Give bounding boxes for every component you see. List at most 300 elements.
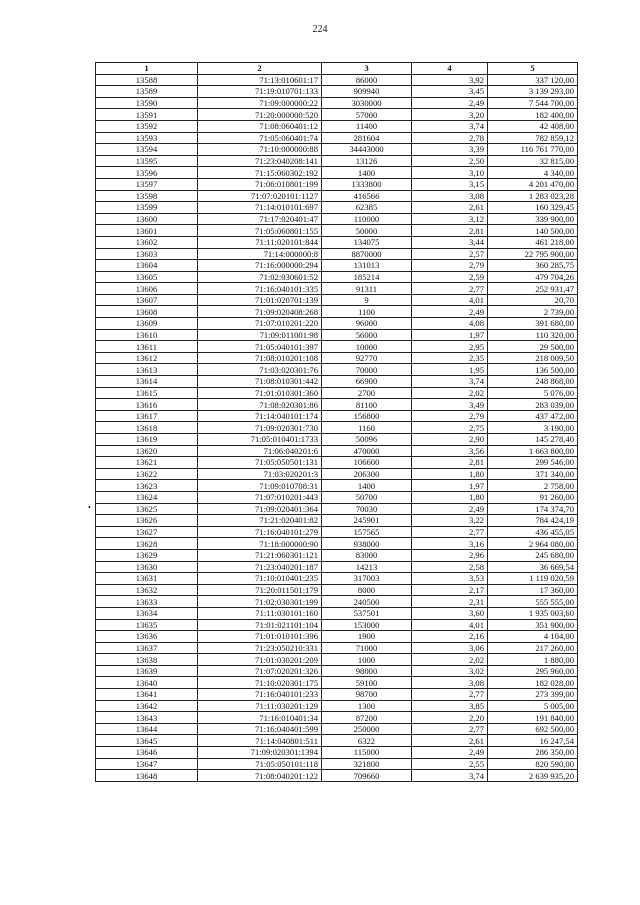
area-cell: 8000 [322, 584, 412, 596]
rate-cell: 2,90 [412, 434, 488, 446]
rate-cell: 3,39 [412, 144, 488, 156]
cadastral-number-cell: 71:09:020301:730 [198, 422, 322, 434]
cadastral-number-cell: 71:05:060401:74 [198, 132, 322, 144]
area-cell: 1000 [322, 654, 412, 666]
cadastral-number-cell: 71:16:040101:233 [198, 689, 322, 701]
row-number-cell: 13636 [96, 631, 198, 643]
rate-cell: 2,49 [412, 747, 488, 759]
cadastral-number-cell: 71:07:010201:220 [198, 318, 322, 330]
value-cell: 371 340,00 [488, 468, 578, 480]
area-cell: 1900 [322, 631, 412, 643]
table-row [96, 399, 578, 411]
area-cell: 91311 [322, 283, 412, 295]
area-cell: 537501 [322, 607, 412, 619]
row-number-cell: 13623 [96, 480, 198, 492]
cadastral-number-cell: 71:09:020301:1394 [198, 747, 322, 759]
rate-cell: 4,08 [412, 318, 488, 330]
row-number-cell: 13635 [96, 619, 198, 631]
area-cell: 56000 [322, 329, 412, 341]
rate-cell: 3,16 [412, 538, 488, 550]
value-cell: 2 739,00 [488, 306, 578, 318]
rate-cell: 3,06 [412, 642, 488, 654]
table-row [96, 74, 578, 86]
value-cell: 4 340,00 [488, 167, 578, 179]
cadastral-number-cell: 71:16:040101:335 [198, 283, 322, 295]
cadastral-number-cell: 71:05:050501:131 [198, 457, 322, 469]
cadastral-number-cell: 71:10:020301:175 [198, 677, 322, 689]
row-number-cell: 13614 [96, 376, 198, 388]
area-cell: 11400 [322, 120, 412, 132]
area-cell: 50000 [322, 225, 412, 237]
cadastral-number-cell: 71:01:020701:139 [198, 294, 322, 306]
value-cell: 273 399,00 [488, 689, 578, 701]
area-cell: 62385 [322, 202, 412, 214]
rate-cell: 2,95 [412, 341, 488, 353]
table-row [96, 549, 578, 561]
area-cell: 3030000 [322, 97, 412, 109]
rate-cell: 1,97 [412, 480, 488, 492]
table-row [96, 631, 578, 643]
cadastral-number-cell: 71:21:060301:121 [198, 549, 322, 561]
area-cell: 110000 [322, 213, 412, 225]
value-cell: 160 329,45 [488, 202, 578, 214]
cadastral-number-cell: 71:23:050210:331 [198, 642, 322, 654]
area-cell: 245901 [322, 515, 412, 527]
area-cell: 206300 [322, 468, 412, 480]
table-row [96, 515, 578, 527]
value-cell: 2 639 935,20 [488, 770, 578, 782]
table-row [96, 665, 578, 677]
cadastral-number-cell: 71:03:020201:3 [198, 468, 322, 480]
area-cell: 70030 [322, 503, 412, 515]
value-cell: 2 964 080,00 [488, 538, 578, 550]
table-row [96, 700, 578, 712]
table-row [96, 120, 578, 132]
area-cell: 470000 [322, 445, 412, 457]
area-cell: 83000 [322, 549, 412, 561]
cadastral-number-cell: 71:08:060401:12 [198, 120, 322, 132]
cadastral-number-cell: 71:01:010301:360 [198, 387, 322, 399]
area-cell: 14213 [322, 561, 412, 573]
area-cell: 938000 [322, 538, 412, 550]
area-cell: 57000 [322, 109, 412, 121]
value-cell: 479 704,26 [488, 271, 578, 283]
rate-cell: 2,02 [412, 654, 488, 666]
cadastral-number-cell: 71:23:040208:141 [198, 155, 322, 167]
row-number-cell: 13634 [96, 607, 198, 619]
row-number-cell: 13597 [96, 178, 198, 190]
table-row [96, 341, 578, 353]
table-row [96, 480, 578, 492]
rate-cell: 2,61 [412, 735, 488, 747]
value-cell: 1 663 800,00 [488, 445, 578, 457]
table-row [96, 86, 578, 98]
area-cell: 81100 [322, 399, 412, 411]
value-cell: 360 285,75 [488, 260, 578, 272]
area-cell: 909940 [322, 86, 412, 98]
value-cell: 140 500,00 [488, 225, 578, 237]
value-cell: 1 119 020,59 [488, 573, 578, 585]
rate-cell: 2,81 [412, 225, 488, 237]
value-cell: 32 815,00 [488, 155, 578, 167]
cadastral-number-cell: 71:08:010201:108 [198, 352, 322, 364]
row-number-cell: 13612 [96, 352, 198, 364]
table-row [96, 178, 578, 190]
rate-cell: 2,58 [412, 561, 488, 573]
area-cell: 34443000 [322, 144, 412, 156]
row-number-cell: 13644 [96, 723, 198, 735]
rate-cell: 3,08 [412, 190, 488, 202]
table-row [96, 248, 578, 260]
value-cell: 182 400,00 [488, 109, 578, 121]
rate-cell: 3,49 [412, 399, 488, 411]
rate-cell: 2,75 [412, 422, 488, 434]
row-number-cell: 13617 [96, 410, 198, 422]
table-row [96, 410, 578, 422]
row-number-cell: 13613 [96, 364, 198, 376]
value-cell: 437 472,00 [488, 410, 578, 422]
table-row [96, 97, 578, 109]
table-row [96, 434, 578, 446]
rate-cell: 2,96 [412, 549, 488, 561]
value-cell: 1 283 023,28 [488, 190, 578, 202]
table-row [96, 584, 578, 596]
rate-cell: 2,17 [412, 584, 488, 596]
cadastral-number-cell: 71:08:020301:86 [198, 399, 322, 411]
table-row [96, 573, 578, 585]
cadastral-number-cell: 71:08:010301:442 [198, 376, 322, 388]
cadastral-number-cell: 71:05:010401:1733 [198, 434, 322, 446]
table-row [96, 376, 578, 388]
table-body [96, 74, 578, 781]
cadastral-number-cell: 71:01:021101:104 [198, 619, 322, 631]
value-cell: 1 935 003,60 [488, 607, 578, 619]
area-cell: 281604 [322, 132, 412, 144]
row-number-cell: 13604 [96, 260, 198, 272]
cadastral-number-cell: 71:14:040801:511 [198, 735, 322, 747]
cadastral-number-cell: 71:01:030201:209 [198, 654, 322, 666]
rate-cell: 4,01 [412, 619, 488, 631]
cadastral-number-cell: 71:07:020101:1127 [198, 190, 322, 202]
rate-cell: 2,81 [412, 457, 488, 469]
table-row [96, 538, 578, 550]
row-number-cell: 13595 [96, 155, 198, 167]
table-row [96, 144, 578, 156]
table-row [96, 596, 578, 608]
row-number-cell: 13627 [96, 526, 198, 538]
cadastral-number-cell: 71:14:010101:697 [198, 202, 322, 214]
table-row [96, 318, 578, 330]
cadastral-number-cell: 71:09:020408:268 [198, 306, 322, 318]
value-cell: 245 680,00 [488, 549, 578, 561]
table-row [96, 642, 578, 654]
rate-cell: 2,31 [412, 596, 488, 608]
cadastral-number-cell: 71:02:030601:52 [198, 271, 322, 283]
table-row [96, 526, 578, 538]
cadastral-number-cell: 71:07:020201:326 [198, 665, 322, 677]
row-number-cell: 13588 [96, 74, 198, 86]
area-cell: 1400 [322, 480, 412, 492]
cadastral-number-cell: 71:05:040101:397 [198, 341, 322, 353]
area-cell: 87200 [322, 712, 412, 724]
row-number-cell: 13618 [96, 422, 198, 434]
row-number-cell: 13609 [96, 318, 198, 330]
table-row [96, 735, 578, 747]
area-cell: 98000 [322, 665, 412, 677]
value-cell: 1 880,00 [488, 654, 578, 666]
row-number-cell: 13603 [96, 248, 198, 260]
table-row [96, 654, 578, 666]
rate-cell: 2,49 [412, 306, 488, 318]
row-number-cell: 13590 [96, 97, 198, 109]
area-cell: 50096 [322, 434, 412, 446]
rate-cell: 2,49 [412, 503, 488, 515]
value-cell: 110 320,00 [488, 329, 578, 341]
cadastral-number-cell: 71:18:000000:90 [198, 538, 322, 550]
area-cell: 1333800 [322, 178, 412, 190]
area-cell: 106600 [322, 457, 412, 469]
cadastral-number-cell: 71:09:000000:22 [198, 97, 322, 109]
area-cell: 9 [322, 294, 412, 306]
value-cell: 217 260,00 [488, 642, 578, 654]
rate-cell: 2,16 [412, 631, 488, 643]
cadastral-number-cell: 71:08:040201:122 [198, 770, 322, 782]
area-cell: 13126 [322, 155, 412, 167]
area-cell: 10000 [322, 341, 412, 353]
cadastral-number-cell: 71:09:010708:31 [198, 480, 322, 492]
rate-cell: 3,10 [412, 167, 488, 179]
row-number-cell: 13626 [96, 515, 198, 527]
rate-cell: 3,12 [412, 213, 488, 225]
value-cell: 295 960,00 [488, 665, 578, 677]
table-row [96, 260, 578, 272]
row-number-cell: 13619 [96, 434, 198, 446]
cadastral-number-cell: 71:10:000000:88 [198, 144, 322, 156]
rate-cell: 3,15 [412, 178, 488, 190]
row-number-cell: 13616 [96, 399, 198, 411]
table-row [96, 155, 578, 167]
value-cell: 2 758,00 [488, 480, 578, 492]
value-cell: 20,70 [488, 294, 578, 306]
area-cell: 134075 [322, 236, 412, 248]
row-number-cell: 13622 [96, 468, 198, 480]
value-cell: 391 680,00 [488, 318, 578, 330]
cadastral-number-cell: 71:01:010101:396 [198, 631, 322, 643]
area-cell: 70000 [322, 364, 412, 376]
rate-cell: 1,80 [412, 491, 488, 503]
value-cell: 248 868,00 [488, 376, 578, 388]
value-cell: 116 761 770,00 [488, 144, 578, 156]
value-cell: 286 350,00 [488, 747, 578, 759]
area-cell: 250000 [322, 723, 412, 735]
table-row [96, 329, 578, 341]
area-cell: 131013 [322, 260, 412, 272]
value-cell: 299 546,00 [488, 457, 578, 469]
rate-cell: 3,02 [412, 665, 488, 677]
value-cell: 3 190,00 [488, 422, 578, 434]
value-cell: 555 555,00 [488, 596, 578, 608]
row-number-cell: 13641 [96, 689, 198, 701]
table-row [96, 236, 578, 248]
rate-cell: 2,79 [412, 260, 488, 272]
table-row [96, 758, 578, 770]
table-row [96, 503, 578, 515]
cadastral-number-cell: 71:06:010801:199 [198, 178, 322, 190]
row-number-cell: 13645 [96, 735, 198, 747]
cadastral-number-cell: 71:16:040401:599 [198, 723, 322, 735]
cadastral-number-cell: 71:23:040201:187 [198, 561, 322, 573]
row-number-cell: 13602 [96, 236, 198, 248]
value-cell: 91 260,00 [488, 491, 578, 503]
row-number-cell: 13632 [96, 584, 198, 596]
table-row [96, 619, 578, 631]
rate-cell: 3,74 [412, 376, 488, 388]
row-number-cell: 13596 [96, 167, 198, 179]
cadastral-table [95, 62, 578, 782]
table-row [96, 445, 578, 457]
row-number-cell: 13646 [96, 747, 198, 759]
table-row [96, 132, 578, 144]
area-cell: 96000 [322, 318, 412, 330]
row-number-cell: 13640 [96, 677, 198, 689]
rate-cell: 2,55 [412, 758, 488, 770]
column-header-4: 4 [412, 63, 488, 75]
table-row [96, 225, 578, 237]
cadastral-number-cell: 71:15:060302:192 [198, 167, 322, 179]
row-number-cell: 13608 [96, 306, 198, 318]
cadastral-number-cell: 71:21:020401:82 [198, 515, 322, 527]
row-number-cell: 13620 [96, 445, 198, 457]
row-number-cell: 13592 [96, 120, 198, 132]
value-cell: 252 931,47 [488, 283, 578, 295]
row-number-cell: 13611 [96, 341, 198, 353]
rate-cell: 1,95 [412, 364, 488, 376]
header-row [96, 63, 578, 75]
cadastral-number-cell: 71:20:011501:179 [198, 584, 322, 596]
page-number: 224 [312, 24, 328, 35]
rate-cell: 3,45 [412, 86, 488, 98]
cadastral-number-cell: 71:06:040201:6 [198, 445, 322, 457]
area-cell: 59100 [322, 677, 412, 689]
rate-cell: 2,61 [412, 202, 488, 214]
rate-cell: 2,77 [412, 526, 488, 538]
column-header-3: 3 [322, 63, 412, 75]
row-number-cell: 13594 [96, 144, 198, 156]
rate-cell: 2,49 [412, 97, 488, 109]
area-cell: 156800 [322, 410, 412, 422]
value-cell: 29 500,00 [488, 341, 578, 353]
cadastral-number-cell: 71:11:030201:129 [198, 700, 322, 712]
area-cell: 1160 [322, 422, 412, 434]
value-cell: 145 278,40 [488, 434, 578, 446]
table-row [96, 770, 578, 782]
table-row [96, 352, 578, 364]
cadastral-number-cell: 71:16:040101:279 [198, 526, 322, 538]
row-number-cell: 13589 [96, 86, 198, 98]
value-cell: 182 028,00 [488, 677, 578, 689]
table-row [96, 723, 578, 735]
table-row [96, 364, 578, 376]
value-cell: 4 201 470,00 [488, 178, 578, 190]
row-number-cell: 13629 [96, 549, 198, 561]
table-row [96, 712, 578, 724]
cadastral-number-cell: 71:14:040101:174 [198, 410, 322, 422]
value-cell: 4 104,00 [488, 631, 578, 643]
cadastral-number-cell: 71:09:011001:98 [198, 329, 322, 341]
table-row [96, 213, 578, 225]
rate-cell: 4,01 [412, 294, 488, 306]
area-cell: 92770 [322, 352, 412, 364]
area-cell: 153000 [322, 619, 412, 631]
column-header-5: 5 [488, 63, 578, 75]
cadastral-number-cell: 71:13:010601:17 [198, 74, 322, 86]
value-cell: 218 009,50 [488, 352, 578, 364]
rate-cell: 3,08 [412, 677, 488, 689]
value-cell: 436 455,05 [488, 526, 578, 538]
table-row [96, 607, 578, 619]
cadastral-number-cell: 71:14:000000:8 [198, 248, 322, 260]
value-cell: 3 139 293,00 [488, 86, 578, 98]
row-number-cell: 13628 [96, 538, 198, 550]
cadastral-number-cell: 71:19:010701:133 [198, 86, 322, 98]
rate-cell: 3,92 [412, 74, 488, 86]
value-cell: 692 500,00 [488, 723, 578, 735]
table-row [96, 689, 578, 701]
table-row [96, 747, 578, 759]
value-cell: 16 247,54 [488, 735, 578, 747]
table-row [96, 271, 578, 283]
row-number-cell: 13638 [96, 654, 198, 666]
row-number-cell: 13601 [96, 225, 198, 237]
area-cell: 185214 [322, 271, 412, 283]
row-number-cell: 13615 [96, 387, 198, 399]
cadastral-number-cell: 71:07:010201:443 [198, 491, 322, 503]
cadastral-number-cell: 71:11:030101:160 [198, 607, 322, 619]
rate-cell: 2,79 [412, 410, 488, 422]
rate-cell: 2,57 [412, 248, 488, 260]
row-number-cell: 13633 [96, 596, 198, 608]
row-number-cell: 13606 [96, 283, 198, 295]
value-cell: 784 424,19 [488, 515, 578, 527]
value-cell: 22 795 900,00 [488, 248, 578, 260]
table-row [96, 457, 578, 469]
rate-cell: 3,74 [412, 770, 488, 782]
row-number-cell: 13600 [96, 213, 198, 225]
area-cell: 317003 [322, 573, 412, 585]
rate-cell: 2,77 [412, 723, 488, 735]
value-cell: 191 840,00 [488, 712, 578, 724]
area-cell: 157565 [322, 526, 412, 538]
rate-cell: 2,02 [412, 387, 488, 399]
row-number-cell: 13630 [96, 561, 198, 573]
margin-mark: • [88, 503, 91, 512]
value-cell: 283 039,00 [488, 399, 578, 411]
cadastral-number-cell: 71:09:020401:364 [198, 503, 322, 515]
row-number-cell: 13639 [96, 665, 198, 677]
area-cell: 66900 [322, 376, 412, 388]
area-cell: 1100 [322, 306, 412, 318]
rate-cell: 1,97 [412, 329, 488, 341]
rate-cell: 2,78 [412, 132, 488, 144]
rate-cell: 3,22 [412, 515, 488, 527]
cadastral-number-cell: 71:05:050101:118 [198, 758, 322, 770]
table-row [96, 294, 578, 306]
cadastral-number-cell: 71:11:020101:844 [198, 236, 322, 248]
row-number-cell: 13593 [96, 132, 198, 144]
row-number-cell: 13598 [96, 190, 198, 202]
row-number-cell: 13607 [96, 294, 198, 306]
value-cell: 17 360,00 [488, 584, 578, 596]
